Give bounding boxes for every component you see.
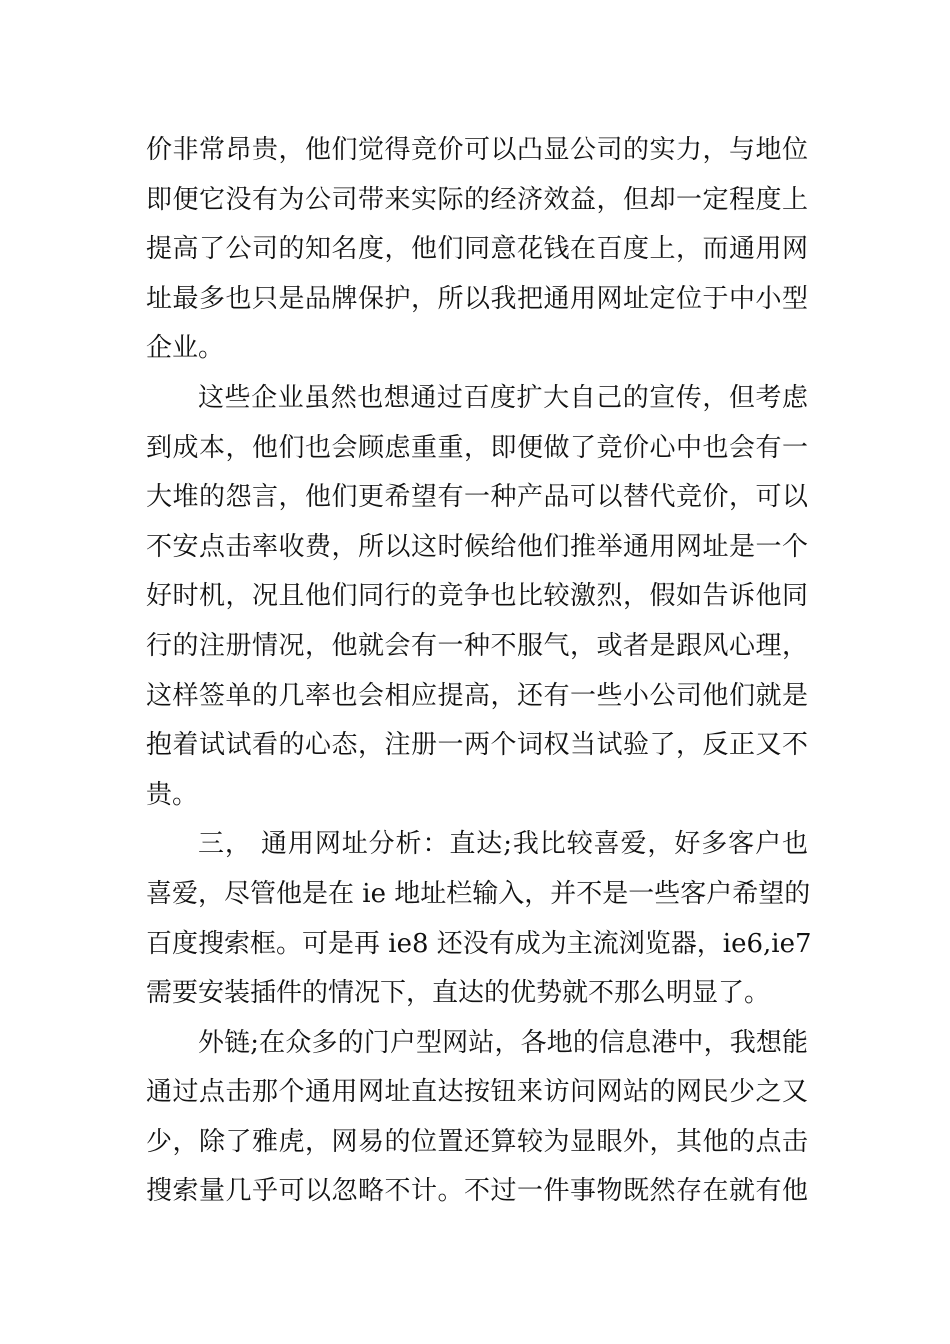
text-line: 址最多也只是品牌保护，所以我把通用网址定位于中小型 [146,283,808,314]
text-line: 贵。 [146,779,199,810]
text-line: 不安点击率收费，所以这时候给他们推举通用网址是一个 [146,531,808,562]
text-line: 喜爱，尽管他是在 ie 地址栏输入，并不是一些客户希望的 [146,878,811,909]
text-line: 这样签单的几率也会相应提高，还有一些小公司他们就是 [146,680,808,711]
text-line: 抱着试试看的心态，注册一两个词权当试验了，反正又不 [146,730,808,761]
text-line: 三， 通用网址分析：直达;我比较喜爱，好多客户也 [198,829,808,860]
text-line: 外链;在众多的门户型网站，各地的信息港中，我想能 [198,1027,808,1058]
text-line: 通过点击那个通用网址直达按钮来访问网站的网民少之又 [146,1077,808,1108]
body-text [146,126,812,1217]
text-line: 价非常昂贵，他们觉得竞价可以凸显公司的实力，与地位 [146,135,808,165]
text-line: 到成本，他们也会顾虑重重，即便做了竞价心中也会有一 [146,432,808,463]
text-line: 百度搜索框。可是再 ie8 还没有成为主流浏览器，ie6,ie7 [146,928,812,959]
text-line: 好时机，况且他们同行的竞争也比较激烈，假如告诉他同 [146,581,808,612]
text-line: 行的注册情况，他就会有一种不服气，或者是跟风心理， [146,630,808,661]
text-line: 企业。 [146,333,225,364]
text-line: 搜索量几乎可以忽略不计。不过一件事物既然存在就有他 [146,1176,808,1207]
text-line: 少，除了雅虎，网易的位置还算较为显眼外，其他的点击 [146,1126,808,1157]
text-line: 即便它没有为公司带来实际的经济效益，但却一定程度上 [146,184,808,215]
text-line: 提高了公司的知名度，他们同意花钱在百度上，而通用网 [146,234,808,265]
text-line: 大堆的怨言，他们更希望有一种产品可以替代竞价，可以 [146,482,808,513]
text-line: 需要安装插件的情况下，直达的优势就不那么明显了。 [146,978,771,1009]
text-line: 这些企业虽然也想通过百度扩大自己的宣传，但考虑 [198,382,808,413]
